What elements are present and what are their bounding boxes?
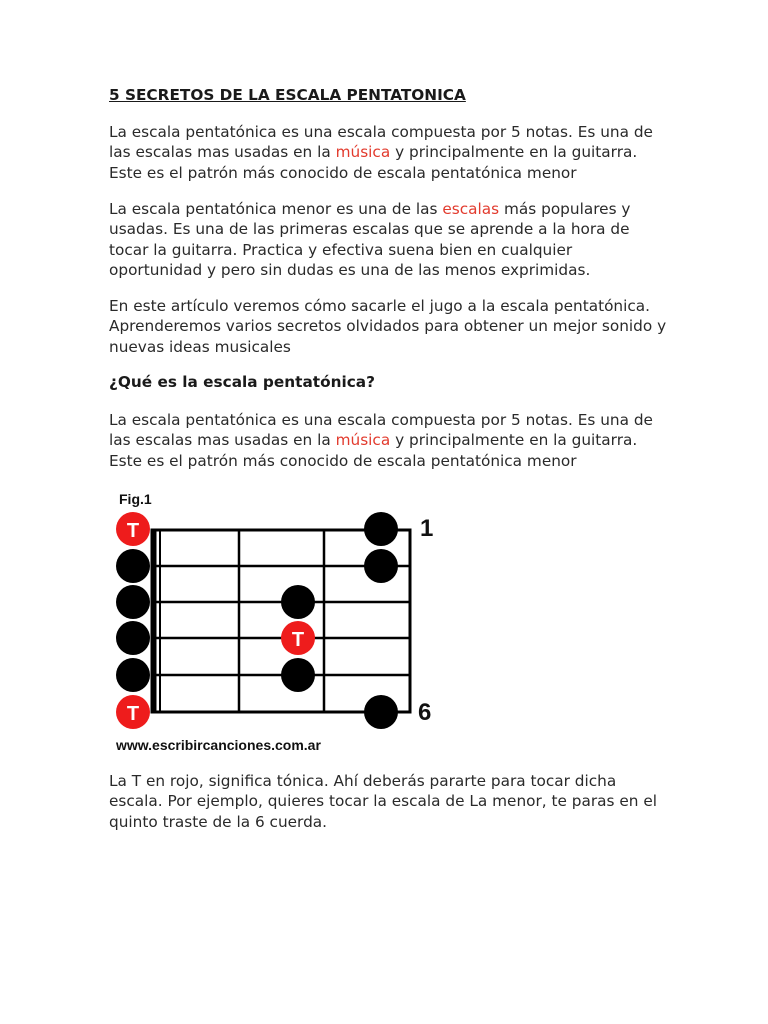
paragraph-definition [109, 410, 669, 471]
link-escalas[interactable]: escalas [442, 200, 500, 218]
tonic-label: T [291, 629, 305, 651]
paragraph-text: y principalmente en la guitarra. Este es el patrón más conocido de escala pentatónica menor [109, 143, 638, 182]
scale-note [364, 512, 398, 546]
scale-note [364, 695, 398, 729]
paragraph-text: La escala pentatónica es una escala compuesta por 5 notas. Es una de las escalas mas usadas en la [109, 123, 653, 162]
paragraph-text: y principalmente en la guitarra. Este es el patrón más conocido de escala pentatónica menor [109, 431, 638, 470]
article-title: 5 SECRETOS DE LA ESCALA PENTATONICA [109, 86, 466, 104]
string-number-top: 1 [420, 515, 434, 542]
link-musica[interactable]: música [335, 143, 391, 162]
scale-diagram [0, 480, 768, 760]
link-musica-2[interactable]: música [335, 431, 391, 450]
section-heading: ¿Qué es la escala pentatónica? [109, 373, 375, 391]
tonic-label: T [126, 703, 140, 725]
paragraph-text: más populares y usadas. Es una de las primeras escalas que se aprende a la hora de tocar la guitarra. Practica y efectiva suena bien en cualquier oportunidad y pero sin dudas es una de las menos exprimidas. [109, 200, 631, 279]
paragraph-intro [109, 122, 669, 183]
scale-note [281, 585, 315, 619]
paragraph-article-goal: En este artículo veremos cómo sacarle el jugo a la escala pentatónica. Aprenderemos varios secretos olvidados para obtener un mejor sonido y nuevas ideas musicales [109, 297, 667, 356]
paragraph-explanation: La T en rojo, significa tónica. Ahí deberás pararte para tocar dicha escala. Por ejemplo, quieres tocar la escala de La menor, te paras en el quinto traste de la 6 cuerda. [109, 772, 658, 831]
paragraph-minor-scale [109, 199, 669, 280]
scale-note [116, 621, 150, 655]
paragraph-text: La escala pentatónica es una escala compuesta por 5 notas. Es una de las escalas mas usadas en la [109, 411, 653, 450]
scale-note [281, 658, 315, 692]
scale-note [364, 549, 398, 583]
figure-label: Fig.1 [119, 491, 152, 507]
scale-note [116, 549, 150, 583]
string-number-bottom: 6 [418, 699, 432, 726]
figure-source-url: www.escribircanciones.com.ar [116, 737, 321, 753]
tonic-label: T [126, 520, 140, 542]
scale-note [116, 585, 150, 619]
paragraph-text: La escala pentatónica menor es una de las [109, 200, 443, 218]
scale-note [116, 658, 150, 692]
